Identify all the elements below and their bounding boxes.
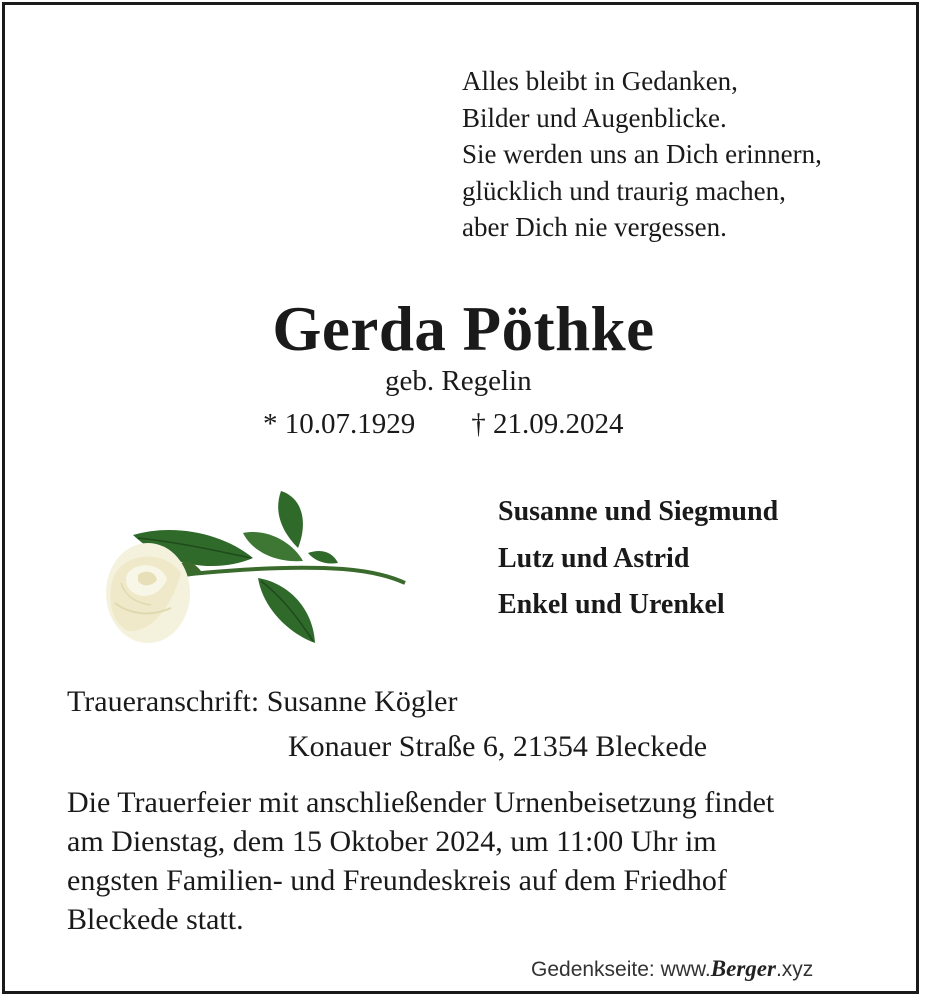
address-label: Traueranschrift:	[67, 685, 260, 718]
family-member: Enkel und Urenkel	[498, 589, 725, 620]
family-member: Susanne und Siegmund	[498, 496, 779, 527]
poem-line: aber Dich nie vergessen.	[462, 212, 727, 242]
footer-prefix: Gedenkseite: www.	[531, 958, 711, 981]
deceased-name: Gerda Pöthke	[272, 294, 655, 364]
notice-line: am Dienstag, dem 15 Oktober 2024, um 11:00 Uhr im	[67, 825, 717, 858]
memorial-page-link[interactable]	[531, 956, 813, 982]
notice-line: Bleckede statt.	[67, 903, 244, 936]
birth-name: geb. Regelin	[385, 365, 532, 397]
address-name: Susanne Kögler	[266, 685, 458, 718]
family-list	[498, 489, 778, 629]
funeral-notice	[67, 783, 887, 939]
berger-logo: Berger	[710, 956, 776, 981]
poem	[462, 63, 822, 246]
poem-line: Alles bleibt in Gedanken,	[462, 66, 738, 96]
footer-suffix: .xyz	[775, 958, 814, 981]
birth-date: * 10.07.1929	[263, 408, 416, 440]
white-rose-icon	[93, 483, 423, 658]
poem-line: Bilder und Augenblicke.	[462, 102, 727, 133]
address-street: Konauer Straße 6, 21354 Bleckede	[288, 730, 708, 763]
notice-line: Die Trauerfeier mit anschließender Urnenbeisetzung findet	[67, 786, 775, 819]
life-dates	[263, 408, 624, 441]
notice-line: engsten Familien- und Freundeskreis auf dem Friedhof	[67, 864, 727, 897]
death-date: † 21.09.2024	[471, 408, 624, 440]
poem-line: Sie werden uns an Dich erinnern,	[462, 139, 822, 169]
mourning-address	[67, 679, 707, 769]
obituary-frame	[2, 2, 919, 994]
family-member: Lutz und Astrid	[498, 542, 690, 574]
poem-line: glücklich und traurig machen,	[462, 175, 786, 206]
